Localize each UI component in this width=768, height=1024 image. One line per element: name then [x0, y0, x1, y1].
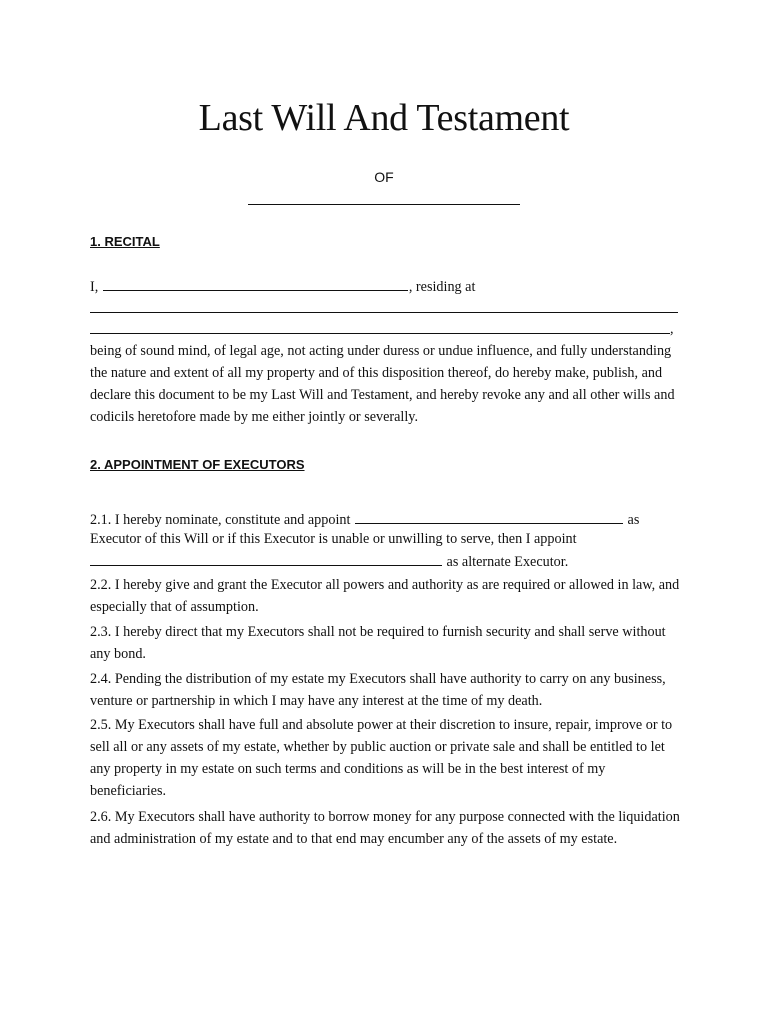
clause-2-6: 2.6. My Executors shall have authority to borrow money for any purpose connected with the liquidation and administration of my estate and to that end may encumber any of the assets of my estate.	[90, 809, 680, 847]
clause-2-1-text-b: as	[627, 512, 640, 528]
clause-2-1-line-3	[90, 551, 568, 571]
clause-2-4: 2.4. Pending the distribution of my estate my Executors shall have authority to carry on any business, venture or partnership in which I may have any interest at the time of my death.	[90, 671, 666, 709]
clause-2-1-text-d: as alternate Executor.	[446, 554, 569, 570]
recital-name-blank	[103, 276, 408, 291]
recital-prefix: I,	[90, 279, 99, 295]
clause-2-1-line-1	[90, 509, 639, 529]
executor-name-blank	[355, 509, 623, 524]
recital-name-line	[90, 276, 475, 296]
of-label: OF	[374, 169, 394, 185]
alternate-executor-blank	[90, 551, 442, 566]
residence-comma: ,	[670, 321, 674, 337]
clause-2-5: 2.5. My Executors shall have full and absolute power at their discretion to insure, repair, improve or to sell all or any assets of my estate, whether by public auction or private sale and shall be entitled to let any property in my estate on such terms and conditions as will be in the best interest of my beneficiaries.	[90, 717, 673, 799]
clause-2-1-text-a: 2.1. I hereby nominate, constitute and appoint	[90, 512, 351, 528]
clause-2-3: 2.3. I hereby direct that my Executors shall not be required to furnish security and shall serve without any bond.	[90, 624, 666, 662]
executors-heading: 2. APPOINTMENT OF EXECUTORS	[90, 457, 305, 472]
document-title: Last Will And Testament	[198, 97, 570, 139]
clause-2-1-line-2: Executor of this Will or if this Executor is unable or unwilling to serve, then I appoint	[90, 531, 577, 547]
recital-body: being of sound mind, of legal age, not acting under duress or undue influence, and fully understanding the nature and extent of all my property and of this disposition thereof, do hereby make, publish, and declare this document to be my Last Will and Testament, and hereby revoke any and all other wills and codicils heretofore made by me either jointly or severally.	[90, 343, 675, 425]
recital-heading: 1. RECITAL	[90, 234, 160, 249]
recital-residing-text: , residing at	[408, 279, 476, 295]
testator-name-blank	[248, 204, 520, 205]
residence-blank-2	[90, 333, 670, 334]
residence-blank-1	[90, 312, 678, 313]
clause-2-2: 2.2. I hereby give and grant the Executor all powers and authority as are required or allowed in law, and especially that of assumption.	[90, 577, 680, 615]
